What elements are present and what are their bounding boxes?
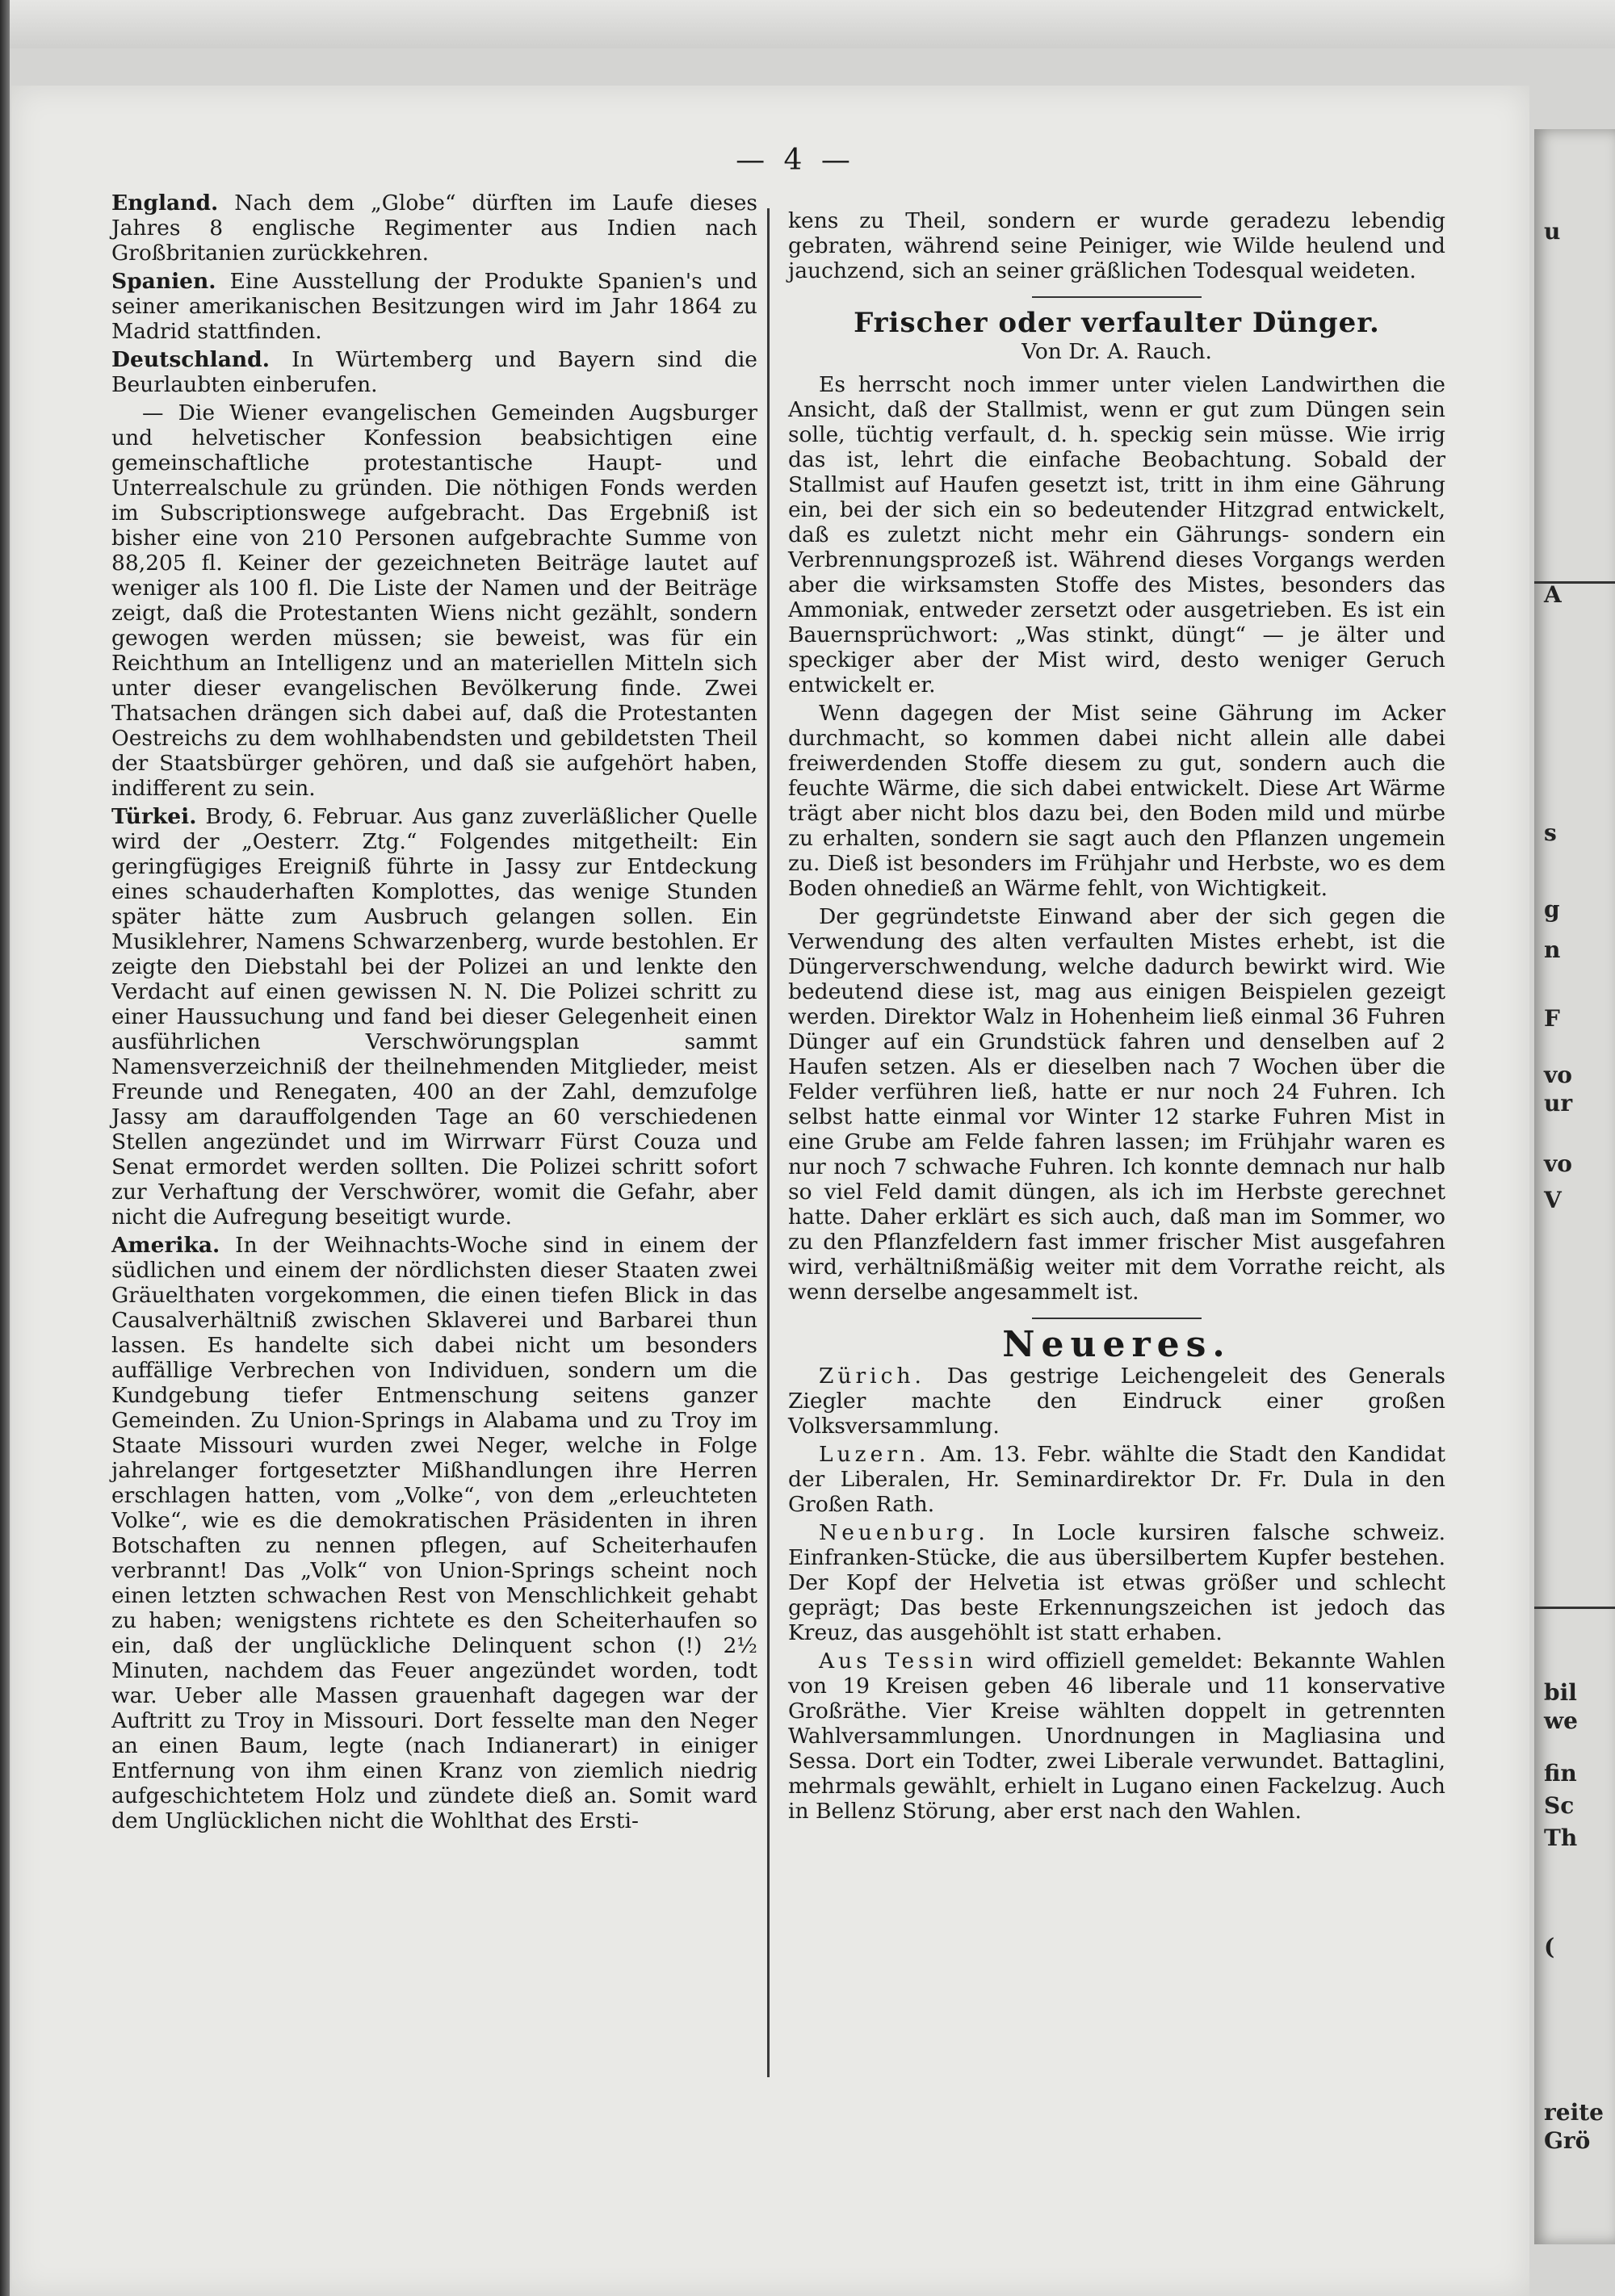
paragraph-text: — Die Wiener evangelischen Gemeinden Augsburger und helvetischer Konfession beabsichtigen eine gemeinschaftliche protestantische Haupt- und Unterrealschule zu gründen. Die nöthigen Fonds werden im Subscriptionswege aufgebracht. Das Ergebniß ist bisher eine von 210 Personen aufgebrachte Summe von 88,205 fl. Keiner der gezeichneten Beiträge lautet auf weniger als 100 fl. Die Liste der Namen und der Beiträge zeigt, daß die Protestanten Wiens nicht gezählt, sondern gewogen werden müssen; sie beweist, was für ein Reichthum an Intelligenz und an materiellen Mitteln sich unter dieser evangelischen Bevölkerung finde. Zwei Thatsachen drängen sich dabei auf, daß die Protestanten Oestreichs zu dem wohlhabendsten und gebildetsten Theil der Staatsbürger gehören, und daß sie aufgehört haben, indifferent zu sein. <box>111 400 757 801</box>
adjacent-fragment: Grö <box>1544 2127 1591 2154</box>
article-paragraph: Wenn dagegen der Mist seine Gährung im Acker durchmacht, so kommen dabei nicht allein alle dabei freiwerdenden Stoffe diesem zu gut, sondern auch die feuchte Wärme, die sich dabei entwickelt. Diese Art Wärme trägt aber nicht blos dazu bei, den Boden mild und mürbe zu erhalten, sondern sie sagt auch den Pflanzen ungemein zu. Dieß ist besonders im Frühjahr und Herbste, wo es dem Boden ohnedieß an Wärme fehlt, von Wichtigkeit. <box>788 701 1445 901</box>
adjacent-fragment: vo <box>1544 1150 1572 1177</box>
column-divider <box>767 208 770 2077</box>
paragraph-text: Eine Ausstellung der Produkte Spanien's und seiner amerikanischen Besitzungen wird im Jahr 1864 zu Madrid stattfinden. <box>111 269 757 344</box>
scan-background-top <box>0 0 1615 48</box>
paragraph-text: In der Weihnachts-Woche sind in einem der südlichen und einem der nördlichsten dieser Staaten zwei Gräuelthaten vorgekommen, die einen tiefen Blick in das Causalverhältniß zwischen Sklaverei und Barbarei thun lassen. Es handelte sich dabei nicht um besonders auffällige Verbrechen von Individuen, sondern um die Kundgebung tiefer Entmenschung seitens ganzer Gemeinden. Zu Union-Springs in Alabama und zu Troy im Staate Missouri wurden zwei Neger, welche in Folge jahrelanger fortgesetzter Mißhandlungen ihre Herren erschlagen hatten, vom „Volke“, von dem „erleuchteten Volke“, wie es die demokratischen Präsidenten in ihren Botschaften zu nennen pflegen, auf Scheiterhaufen verbrannt! Das „Volk“ von Union-Springs scheint noch einen letzten schwachen Rest von Menschlichkeit gehabt zu haben; wenigstens richtete es den Scheiterhaufen so ein, daß der unglückliche Delinquent schon (!) 2½ Minuten, nachdem das Feuer angezündet worden, todt war. Ueber alle Massen grauenhaft dagegen war der Auftritt zu Troy in Missouri. Dort fesselte man den Neger an einen Baum, legte (nach Indianerart) in einiger Entfernung von ihm einen Kranz von ziemlich niedrig aufgeschichtetem Holz und zündete dieß an. Somit ward dem Unglücklichen nicht die Wohlthat des Ersti- <box>111 1233 757 1833</box>
news-text: wird offiziell gemeldet: Bekannte Wahlen von 19 Kreisen geben 46 liberale und 11 konservative Großräthe. Vier Kreise wählten doppelt in getrennten Wahlversammlungen. Unordnungen in Magliasina und Sessa. Dort ein Todter, zwei Liberale verwundet. Battaglini, mehrmals gewählt, erhielt in Lugano einen Fackelzug. Auch in Bellenz Störung, aber erst nach den Wahlen. <box>788 1649 1445 1824</box>
adjacent-fragment: bil <box>1544 1679 1577 1706</box>
continuation-text: kens zu Theil, sondern er wurde geradezu lebendig gebraten, während seine Peiniger, wie Wilde heulend und jauchzend, sich an seiner gräßlichen Todesqual weideten. <box>788 208 1445 283</box>
adjacent-fragment: ur <box>1544 1090 1573 1117</box>
news-item <box>788 1364 1445 1439</box>
adjacent-fragment: vo <box>1544 1062 1572 1088</box>
paragraph-text: Nach dem „Globe“ dürften im Laufe dieses Jahres 8 englische Regimenter aus Indien nach Großbritanien zurückkehren. <box>111 191 757 266</box>
country-heading: Amerika. <box>111 1233 220 1258</box>
news-text: Am. 13. Febr. wählte die Stadt den Kandidat der Liberalen, Hr. Seminardirektor Dr. Fr. Dula in den Großen Rath. <box>788 1442 1445 1517</box>
news-item <box>788 1442 1445 1517</box>
paragraph-text: Brody, 6. Februar. Aus ganz zuverläßlicher Quelle wird der „Oesterr. Ztg.“ Folgendes mitgetheilt: Ein geringfügiges Ereigniß führte in Jassy zur Entdeckung eines schauderhaften Komplottes, das wenige Stunden später hätte zum Ausbruch gelangen sollen. Ein Musiklehrer, Namens Schwarzenberg, wurde bestohlen. Er zeigte den Diebstahl bei der Polizei an und lenkte den Verdacht auf einen gewissen N. N. Die Polizei schritt zu einer Haussuchung und fand bei dieser Gelegenheit einen ausführlichen Verschwörungsplan sammt Namensverzeichniß der theilnehmenden Mitglieder, meist Freunde und Renegaten, 400 an der Zahl, demzufolge Jassy am darauffolgenden Tage an 60 verschiedenen Stellen angezündet und im Wirrwarr Fürst Couza und Senat ermordet werden sollten. Die Polizei schritt sofort zur Verhaftung der Verschwörer, womit die Gefahr, aber nicht die Aufregung beseitigt wurde. <box>111 804 757 1230</box>
article-paragraph: Es herrscht noch immer unter vielen Landwirthen die Ansicht, daß der Stallmist, wenn er gut zum Düngen sein solle, tüchtig verfault, d. h. speckig sein müsse. Wie irrig das ist, lehrt die einfache Beobachtung. Sobald der Stallmist auf Haufen gesetzt ist, tritt in ihm eine Gährung ein, bei der sich ein so bedeutender Hitzgrad entwickelt, daß es zuletzt nicht mehr ein Gährungs- sondern ein Verbrennungsprozeß ist. Während dieses Vorgangs werden aber die wirksamsten Stoffe des Mistes, besonders das Ammoniak, entweder zersetzt oder ausgetrieben. Es ist ein Bauernsprüchwort: „Was stinkt, düngt“ — je älter und speckiger aber der Mist wird, desto weniger Geruch entwickelt er. <box>788 372 1445 698</box>
news-paragraph <box>111 1233 757 1833</box>
news-item <box>788 1520 1445 1645</box>
article-byline: Von Dr. A. Rauch. <box>1021 339 1212 364</box>
paragraph-text: In Würtemberg und Bayern sind die Beurlaubten einberufen. <box>111 347 757 397</box>
news-paragraph <box>111 804 757 1230</box>
news-place: Neuenburg. <box>819 1520 989 1545</box>
article-paragraph: Der gegründetste Einwand aber der sich gegen die Verwendung des alten verfaulten Mistes erhebt, ist die Düngerverschwendung, welche dadurch bewirkt wird. Wie bedeutend diese ist, mag aus einigen Beispielen gezeigt werden. Direktor Walz in Hohenheim ließ einmal 36 Fuhren Dünger auf ein Grundstück fahren und denselben auf 2 Haufen setzen. Als er dieselben nach 7 Wochen über die Felder verführen ließ, hatte er nur noch 24 Fuhren. Ich selbst hatte einmal vor Winter 12 starke Fuhren Mist in eine Grube am Felde fahren lassen; im Frühjahr waren es nur noch 7 schwache Fuhren. Ich konnte demnach nur halb so viel Feld damit düngen, als ich im Herbste gerechnet hatte. Daher erklärt es sich auch, daß man im Sommer, wo zu den Pflanzfeldern fast immer frischer Mist ausgefahren wird, verhältnißmäßig weiter mit dem Vorrathe reicht, als wenn derselbe angesammelt ist. <box>788 904 1445 1305</box>
adjacent-fragment: ( <box>1544 1934 1555 1960</box>
adjacent-rule <box>1534 1607 1615 1609</box>
adjacent-fragment: reite <box>1544 2099 1604 2126</box>
right-column <box>788 208 1445 1827</box>
adjacent-fragment: g <box>1544 896 1560 923</box>
adjacent-fragment: V <box>1544 1187 1562 1213</box>
adjacent-fragment: fin <box>1544 1760 1577 1787</box>
news-place: Aus Tessin <box>819 1649 977 1674</box>
scan-left-edge <box>0 0 10 2296</box>
news-item <box>788 1649 1445 1824</box>
news-paragraph <box>111 347 757 397</box>
news-paragraph <box>111 191 757 266</box>
section-divider <box>1032 296 1202 298</box>
page-number: — 4 — <box>736 144 855 177</box>
adjacent-fragment: F <box>1544 1005 1560 1032</box>
news-section-title: Neueres. <box>1002 1324 1231 1365</box>
news-text: In Locle kursiren falsche schweiz. Einfranken-Stücke, die aus übersilbertem Kupfer bestehen. Der Kopf der Helvetia ist etwas größer und schlecht geprägt; Das beste Erkennungszeichen ist jedoch das Kreuz, das ausgehöhlt ist statt erhaben. <box>788 1520 1445 1645</box>
country-heading: Spanien. <box>111 269 216 294</box>
country-heading: Deutschland. <box>111 347 270 372</box>
news-paragraph-continued <box>111 400 757 801</box>
adjacent-fragment: s <box>1544 819 1557 846</box>
news-place: Zürich. <box>819 1364 925 1389</box>
left-column <box>111 191 757 1837</box>
adjacent-fragment: Sc <box>1544 1792 1575 1819</box>
country-heading: Türkei. <box>111 804 197 829</box>
news-paragraph <box>111 269 757 344</box>
news-text: Das gestrige Leichengeleit des Generals Ziegler machte den Eindruck einer großen Volksversammlung. <box>788 1364 1445 1439</box>
adjacent-fragment: we <box>1544 1707 1578 1734</box>
adjacent-fragment: n <box>1544 936 1561 963</box>
section-divider <box>1032 1318 1202 1319</box>
country-heading: England. <box>111 191 219 216</box>
article-title: Frischer oder verfaulter Dünger. <box>854 307 1380 339</box>
adjacent-fragment: Th <box>1544 1825 1578 1851</box>
adjacent-fragment: A <box>1544 581 1562 608</box>
adjacent-fragment: u <box>1544 218 1561 245</box>
adjacent-page-edge <box>1534 129 1615 2244</box>
news-place: Luzern. <box>819 1442 930 1467</box>
